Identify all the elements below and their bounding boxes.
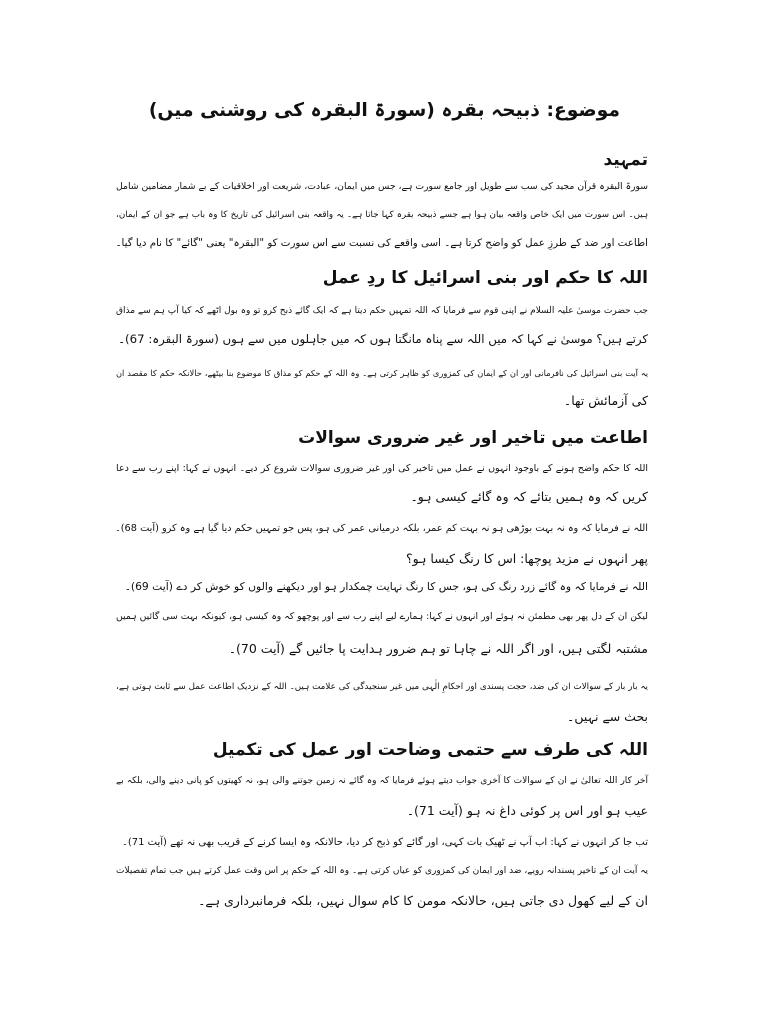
paragraph-line: کی آزمائش تھا۔ [563,393,648,408]
document-title: موضوع: ذبیحہ بقرہ (سورۃ البقرہ کی روشنی میں) [148,100,620,121]
section-heading-final: اللہ کی طرف سے حتمی وضاحت اور عمل کی تکمیل [212,740,648,760]
paragraph-line: ہیں۔ اس سورت میں ایک خاص واقعہ بیان ہوا ہے جسے ذبیحہ بقرہ کہا جاتا ہے۔ یہ واقعہ بنی اسرائیل کی تاریخ کا وہ باب ہے جو ان کے ایمان، [116,210,648,220]
paragraph-line: یہ آیت ان کے تاخیر پسندانہ رویے، ضد اور ایمان کی کمزوری کو عیاں کرتی ہے۔ وہ اللہ کے حکم پر اس وقت عمل کرتے ہیں جب تمام تفصیلات [116,866,648,876]
paragraph-line: کرتے ہیں؟ موسیٰ نے کہا کہ میں اللہ سے پناہ مانگتا ہوں کہ میں جاہلوں میں سے ہوں (سورۃ البقرہ: 67)۔ [118,332,648,346]
paragraph-line: سورۃ البقرہ قرآن مجید کی سب سے طویل اور جامع سورت ہے، جس میں ایمان، عبادت، شریعت اور اخلاقیات کے بے شمار مضامین شامل [116,181,648,192]
paragraph-line: مشتبہ لگتی ہیں، اور اگر اللہ نے چاہا تو ہم ضرور ہدایت پا جائیں گے (آیت 70)۔ [228,641,648,656]
paragraph-line: اطاعت اور ضد کے طرزِ عمل کو واضح کرتا ہے۔ اسی واقعے کی نسبت سے اس سورت کو "البقرہ" یعنی "گائے" کا نام دیا گیا۔ [115,237,648,249]
paragraph-line: پھر انہوں نے مزید پوچھا: اس کا رنگ کیسا ہو؟ [406,551,648,566]
paragraph-line: یہ آیت بنی اسرائیل کی نافرمانی اور ان کے ایمان کی کمزوری کو ظاہر کرتی ہے۔ وہ اللہ کے حکم کو مذاق کا موضوع بنا بیٹھے، حالانکہ حکم کا مقصد ان [116,368,648,378]
paragraph-line: ان کے لیے کھول دی جاتی ہیں، حالانکہ مومن کا کام سوال نہیں، بلکہ فرمانبرداری ہے۔ [198,893,648,908]
paragraph-line: لیکن ان کے دل پھر بھی مطمئن نہ ہوئے اور انہوں نے کہا: ہمارے لیے اپنے رب سے اور پوچھو کہ وہ کیسی ہو، کیونکہ بہت سی گائیں ہمیں [116,611,648,622]
paragraph-line: بحث سے نہیں۔ [567,709,648,724]
section-heading-introduction: تمہید [603,150,648,170]
paragraph-line: جب حضرت موسیٰ علیہ السلام نے اپنی قوم سے فرمایا کہ اللہ تمہیں حکم دیتا ہے کہ ایک گائے ذبح کرو تو وہ بول اٹھے کہ کیا آپ ہم سے مذاق [116,306,648,316]
paragraph-line: اللہ نے فرمایا کہ وہ گائے زرد رنگ کی ہو، جس کا رنگ نہایت چمکدار ہو اور دیکھنے والوں کو خوش کر دے (آیت 69)۔ [124,580,648,593]
paragraph-line: تب جا کر انہوں نے کہا: اب آپ نے ٹھیک بات کہی، اور گائے کو ذبح کر دیا، حالانکہ وہ ایسا کرنے کے قریب بھی نہ تھے (آیت 71)۔ [122,837,648,848]
paragraph-line: یہ بار بار کے سوالات ان کی ضد، حجت پسندی اور احکامِ الٰہی میں غیر سنجیدگی کی علامت ہیں۔ اللہ کے نزدیک اطاعت عمل سے ثابت ہوتی ہے، [116,682,648,692]
paragraph-line: اللہ کا حکم واضح ہونے کے باوجود انہوں نے عمل میں تاخیر کی اور غیر ضروری سوالات شروع کر دیے۔ انہوں نے کہا: اپنے رب سے دعا [116,463,648,474]
section-heading-delay: اطاعت میں تاخیر اور غیر ضروری سوالات [298,428,648,448]
paragraph-line: عیب ہو اور اس پر کوئی داغ نہ ہو (آیت 71)۔ [406,803,648,818]
paragraph-line: آخر کار اللہ تعالیٰ نے ان کے سوالات کا آخری جواب دیتے ہوئے فرمایا کہ وہ گائے نہ زمین جوتنے والی ہو، نہ کھیتوں کو پانی دینے والی، بلکہ بے [116,776,648,786]
paragraph-line: اللہ نے فرمایا کہ وہ نہ بہت بوڑھی ہو نہ بہت کم عمر، بلکہ درمیانی عمر کی ہو، پس جو تمہیں حکم دیا گیا ہے وہ کرو (آیت 68)۔ [115,523,648,534]
section-heading-command: اللہ کا حکم اور بنی اسرائیل کا ردِ عمل [322,268,648,288]
paragraph-line: کریں کہ وہ ہمیں بتائے کہ وہ گائے کیسی ہو۔ [410,489,648,504]
